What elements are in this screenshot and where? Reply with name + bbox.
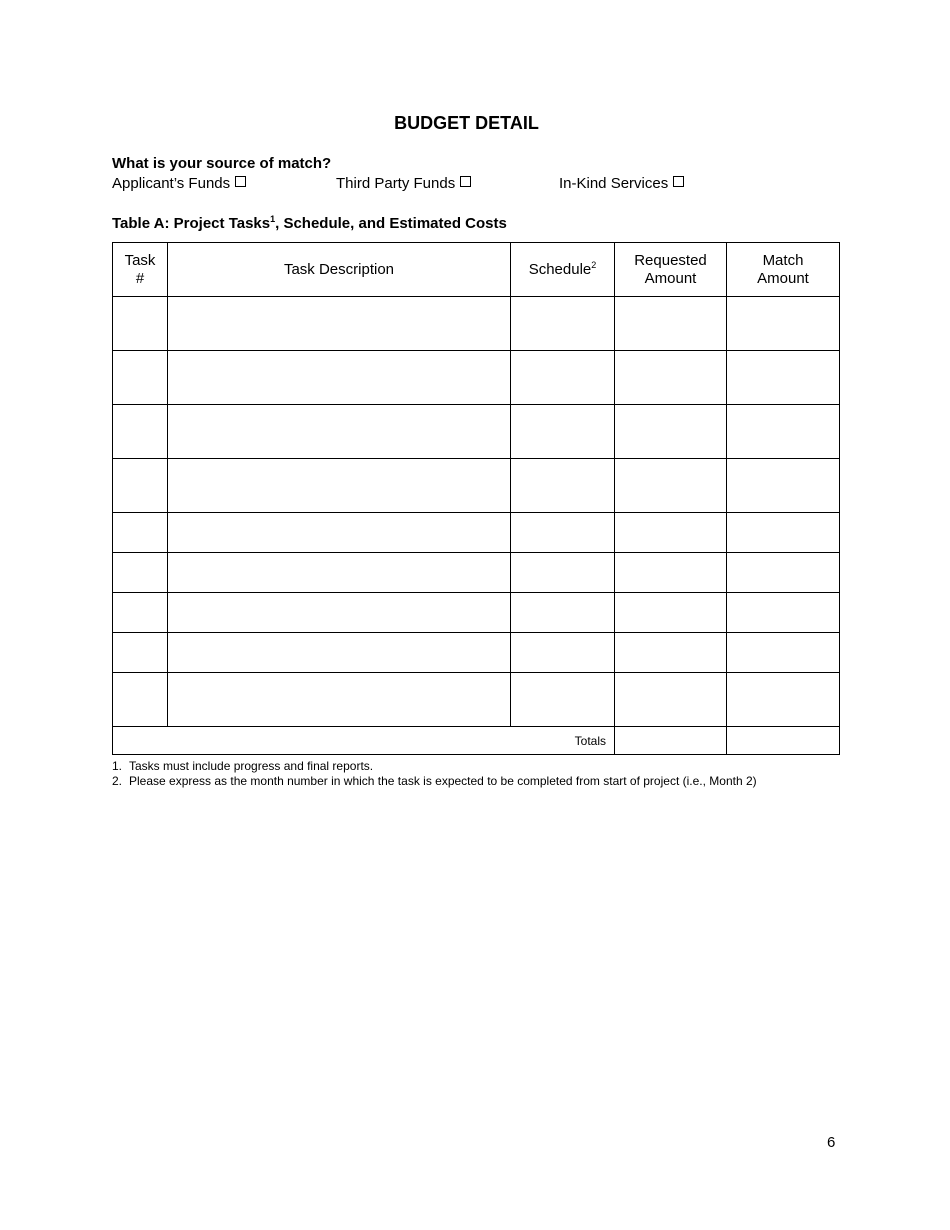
- table-caption: [112, 214, 507, 233]
- task-number-cell[interactable]: [113, 593, 168, 633]
- header-match-amount: [727, 243, 840, 297]
- header-match-line2: Amount: [757, 269, 809, 287]
- match-amount-cell[interactable]: [727, 553, 840, 593]
- match-amount-cell[interactable]: [727, 459, 840, 513]
- applicants-funds-checkbox[interactable]: [235, 176, 246, 187]
- header-requested-line2: Amount: [644, 269, 697, 287]
- header-requested-line1: Requested: [634, 251, 707, 269]
- match-amount-cell[interactable]: [727, 297, 840, 351]
- match-option-label: In-Kind Services: [559, 175, 669, 192]
- table-row: [113, 633, 840, 673]
- header-schedule-footnote-ref: 2: [591, 259, 597, 270]
- schedule-cell[interactable]: [511, 513, 615, 553]
- table-header-row: [113, 243, 840, 297]
- match-option-in-kind-services: [559, 174, 684, 193]
- in-kind-services-checkbox[interactable]: [673, 176, 684, 187]
- schedule-cell[interactable]: [511, 405, 615, 459]
- requested-amount-cell[interactable]: [615, 513, 727, 553]
- task-number-cell[interactable]: [113, 513, 168, 553]
- task-description-cell[interactable]: [168, 633, 511, 673]
- table-row: [113, 513, 840, 553]
- task-number-cell[interactable]: [113, 553, 168, 593]
- requested-amount-cell[interactable]: [615, 297, 727, 351]
- requested-amount-cell[interactable]: [615, 459, 727, 513]
- table-row: [113, 351, 840, 405]
- header-task-number: [113, 243, 168, 297]
- task-description-cell[interactable]: [168, 459, 511, 513]
- match-option-applicants-funds: [112, 174, 246, 193]
- match-amount-cell[interactable]: [727, 633, 840, 673]
- schedule-cell[interactable]: [511, 553, 615, 593]
- table-row: [113, 673, 840, 727]
- task-number-cell[interactable]: [113, 297, 168, 351]
- schedule-cell[interactable]: [511, 593, 615, 633]
- match-amount-cell[interactable]: [727, 673, 840, 727]
- task-description-cell[interactable]: [168, 351, 511, 405]
- match-amount-cell[interactable]: [727, 351, 840, 405]
- table-row: [113, 405, 840, 459]
- task-number-cell[interactable]: [113, 351, 168, 405]
- task-number-cell[interactable]: [113, 673, 168, 727]
- table-row: [113, 297, 840, 351]
- header-task-line1: Task: [124, 251, 156, 269]
- totals-label: Totals: [113, 727, 615, 755]
- totals-row: [113, 727, 840, 755]
- table-row: [113, 459, 840, 513]
- requested-amount-cell[interactable]: [615, 593, 727, 633]
- header-schedule: [511, 243, 615, 297]
- task-description-cell[interactable]: [168, 673, 511, 727]
- footnote-1: [112, 759, 757, 774]
- header-schedule-label: Schedule: [528, 260, 592, 278]
- match-option-label: Third Party Funds: [336, 175, 456, 192]
- table-caption-rest: , Schedule, and Estimated Costs: [275, 215, 507, 232]
- task-description-cell[interactable]: [168, 297, 511, 351]
- header-task-description: Task Description: [168, 243, 511, 297]
- totals-match-amount-cell[interactable]: [727, 727, 840, 755]
- task-number-cell[interactable]: [113, 459, 168, 513]
- match-amount-cell[interactable]: [727, 513, 840, 553]
- footnote-text: Please express as the month number in which the task is expected to be completed from start of project (i.e., Month 2): [129, 774, 757, 788]
- header-match-line1: Match: [762, 251, 804, 269]
- task-description-cell[interactable]: [168, 593, 511, 633]
- match-option-label: Applicant’s Funds: [112, 175, 231, 192]
- schedule-cell[interactable]: [511, 459, 615, 513]
- footnote-text: Tasks must include progress and final reports.: [129, 759, 374, 773]
- table-caption-main: Table A: Project Tasks: [112, 215, 271, 232]
- requested-amount-cell[interactable]: [615, 351, 727, 405]
- task-number-cell[interactable]: [113, 405, 168, 459]
- requested-amount-cell[interactable]: [615, 633, 727, 673]
- footnotes: [112, 759, 757, 789]
- requested-amount-cell[interactable]: [615, 405, 727, 459]
- header-task-line2: #: [135, 269, 145, 287]
- table-row: [113, 593, 840, 633]
- task-description-cell[interactable]: [168, 513, 511, 553]
- requested-amount-cell[interactable]: [615, 553, 727, 593]
- schedule-cell[interactable]: [511, 351, 615, 405]
- task-description-cell[interactable]: [168, 553, 511, 593]
- project-tasks-table: [112, 242, 840, 755]
- schedule-cell[interactable]: [511, 633, 615, 673]
- match-option-third-party-funds: [336, 174, 471, 193]
- match-amount-cell[interactable]: [727, 593, 840, 633]
- footnote-2: [112, 774, 757, 789]
- match-source-question: What is your source of match?: [112, 155, 332, 172]
- footnote-number: 2.: [112, 774, 123, 788]
- task-description-cell[interactable]: [168, 405, 511, 459]
- requested-amount-cell[interactable]: [615, 673, 727, 727]
- match-amount-cell[interactable]: [727, 405, 840, 459]
- table-caption-footnote-ref: 1: [270, 214, 276, 224]
- third-party-funds-checkbox[interactable]: [460, 176, 471, 187]
- schedule-cell[interactable]: [511, 673, 615, 727]
- footnote-number: 1.: [112, 759, 123, 773]
- page-title: BUDGET DETAIL: [394, 113, 539, 133]
- page-number: 6: [827, 1134, 836, 1151]
- header-requested-amount: [615, 243, 727, 297]
- task-number-cell[interactable]: [113, 633, 168, 673]
- totals-requested-amount-cell[interactable]: [615, 727, 727, 755]
- table-row: [113, 553, 840, 593]
- schedule-cell[interactable]: [511, 297, 615, 351]
